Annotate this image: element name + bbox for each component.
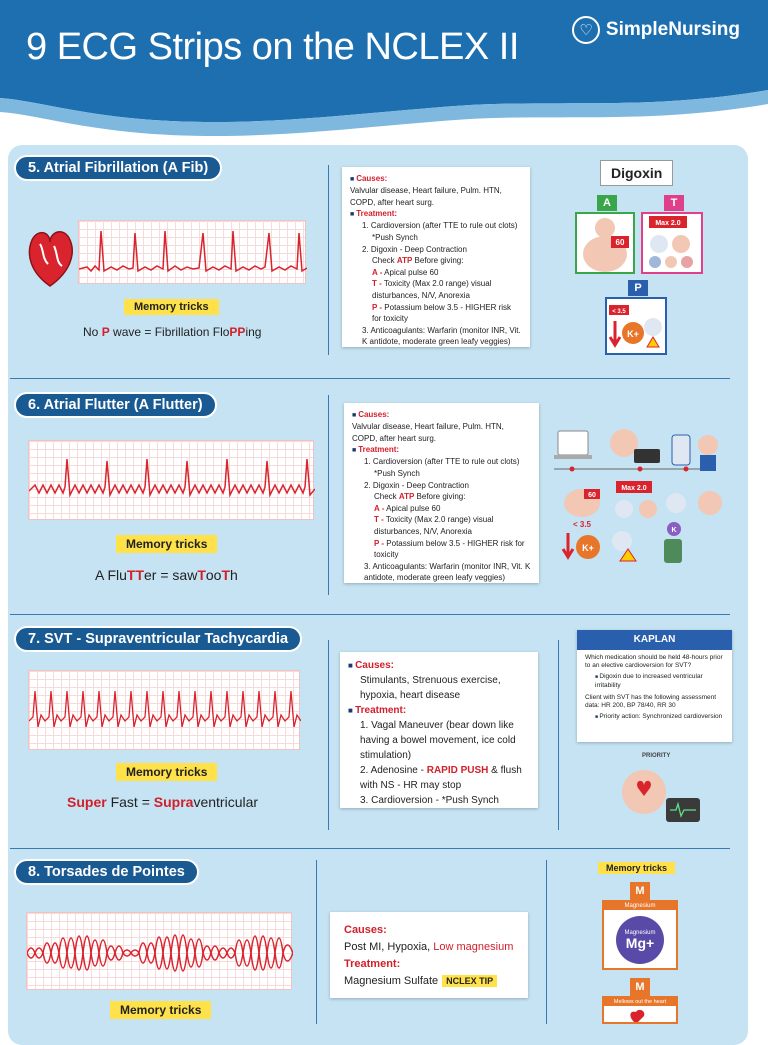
section-divider-vertical [558, 640, 559, 830]
heart-stethoscope-icon: ♡ [572, 16, 600, 44]
afib-mnemonic: No P wave = Fibrillation FloPPing [83, 325, 262, 339]
nclex-tip-badge: NCLEX TIP [442, 975, 497, 987]
atp-tag-t: T [664, 195, 684, 211]
heart-illustration-icon [24, 224, 76, 290]
svg-text:K+: K+ [627, 329, 639, 339]
ecg-strip-afib [78, 220, 306, 284]
torsades-info-card: Causes: Post MI, Hypoxia, Low magnesium Treatment: Magnesium Sulfate NCLEX TIP [330, 912, 528, 998]
svg-text:60: 60 [588, 492, 596, 499]
svg-text:< 3.5: < 3.5 [612, 309, 626, 315]
svg-text:Max 2.0: Max 2.0 [655, 220, 681, 227]
svg-text:K: K [671, 527, 677, 534]
mellows-heart-image: Mellows out the heart [602, 996, 678, 1024]
mnemonic-letter-m: M [630, 978, 650, 996]
priority-label: PRIORITY [642, 753, 671, 759]
section-divider [10, 848, 730, 849]
page-title: 9 ECG Strips on the NCLEX II [26, 26, 519, 68]
cardioversion-illustration [618, 762, 704, 826]
section-divider-vertical [546, 860, 547, 1024]
aflutter-illustration [550, 425, 730, 575]
section-divider-vertical [328, 640, 329, 830]
ecg-strip-torsades [26, 912, 292, 990]
svg-text:K+: K+ [582, 543, 594, 553]
afib-info-card: ■ Causes: Valvular disease, Heart failure, Pulm. HTN, COPD, after heart surg. ■ Treatment: 1. Cardioversion (after TTE to rule out clots) *Push Synch 2. Digoxin - Deep Contraction Check ATP Before giving: A - Apical pulse 60 T - Toxicity (Max 2.0 range) visual disturbances, N/V, Anorexia P - Potassium below 3.5 - HIGHER risk for toxicity 3. Anticoagulants: Warfarin (monitor INR, Vit. K antidote, moderate green leafy veggies) [342, 167, 530, 347]
svg-text:Magnesium: Magnesium [624, 930, 656, 936]
svg-text:Mg+: Mg+ [625, 935, 655, 951]
section-title-torsades: 8. Torsades de Pointes [14, 859, 199, 885]
digoxin-label: Digoxin [600, 160, 673, 186]
ecg-strip-svt [28, 670, 300, 750]
kaplan-header: KAPLAN [577, 630, 732, 650]
aflutter-info-card: ■ Causes: Valvular disease, Heart failure, Pulm. HTN, COPD, after heart surg. ■ Treatment: 1. Cardioversion (after TTE to rule out clots) *Push Synch 2. Digoxin - Deep Contraction Check ATP Before giving: A - Apical pulse 60 T - Toxicity (Max 2.0 range) visual disturbances, N/V, Anorexia P - Potassium below 3.5 - HIGHER risk for toxicity 3. Anticoagulants: Warfarin (monitor INR, Vit. K antidote, moderate green leafy veggies) [344, 403, 539, 583]
section-divider-vertical [328, 165, 329, 355]
brand-logo [572, 16, 740, 44]
brand-name: SimpleNursing [605, 19, 740, 40]
section-divider [10, 614, 730, 615]
section-divider-vertical [316, 860, 317, 1024]
mnemonic-letter-m: M [630, 882, 650, 900]
atp-tag-p: P [628, 280, 648, 296]
magnesium-image: Magnesium Magnesium Mg+ [602, 900, 678, 970]
svg-text:60: 60 [615, 238, 625, 247]
atp-tag-a: A [597, 195, 617, 211]
apical-pulse-image [575, 212, 635, 274]
ecg-strip-aflutter [28, 440, 314, 520]
section-divider [10, 378, 730, 379]
svt-info-card: ■ Causes: Stimulants, Strenuous exercise, hypoxia, heart disease ■ Treatment: 1. Vagal Maneuver (bear down like having a bowel movement, ice cold stimulation) 2. Adenosine - RAPID PUSH & flush with NS - HR may stop 3. Cardioversion - *Push Synch [340, 652, 538, 808]
memory-tricks-label: Memory tricks [124, 299, 219, 315]
header [0, 0, 768, 140]
aflutter-mnemonic: A FluTTer = sawTooTh [95, 567, 238, 583]
svg-text:Max 2.0: Max 2.0 [621, 485, 647, 492]
memory-tricks-label: Memory tricks [598, 862, 675, 874]
memory-tricks-label: Memory tricks [116, 763, 217, 781]
section-divider-vertical [328, 395, 329, 595]
section-title-afib: 5. Atrial Fibrillation (A Fib) [14, 155, 222, 181]
svt-mnemonic: Super Fast = Supraventricular [67, 794, 259, 810]
memory-tricks-label: Memory tricks [110, 1001, 211, 1019]
section-title-svt: 7. SVT - Supraventricular Tachycardia [14, 626, 302, 652]
svg-text:< 3.5: < 3.5 [572, 520, 592, 529]
memory-tricks-label: Memory tricks [116, 535, 217, 553]
toxicity-image [641, 212, 703, 274]
potassium-image [605, 297, 667, 355]
kaplan-question-card: KAPLAN Which medication should be held 48-hours prior to an elective cardioversion for SVT? ■ Digoxin due to increased ventricular irritability Client with SVT has the following assessment data: HR 200, BP 78/40, RR 30 ■ Priority action: Synchronized cardioversion [577, 630, 732, 742]
section-title-aflutter: 6. Atrial Flutter (A Flutter) [14, 392, 217, 418]
